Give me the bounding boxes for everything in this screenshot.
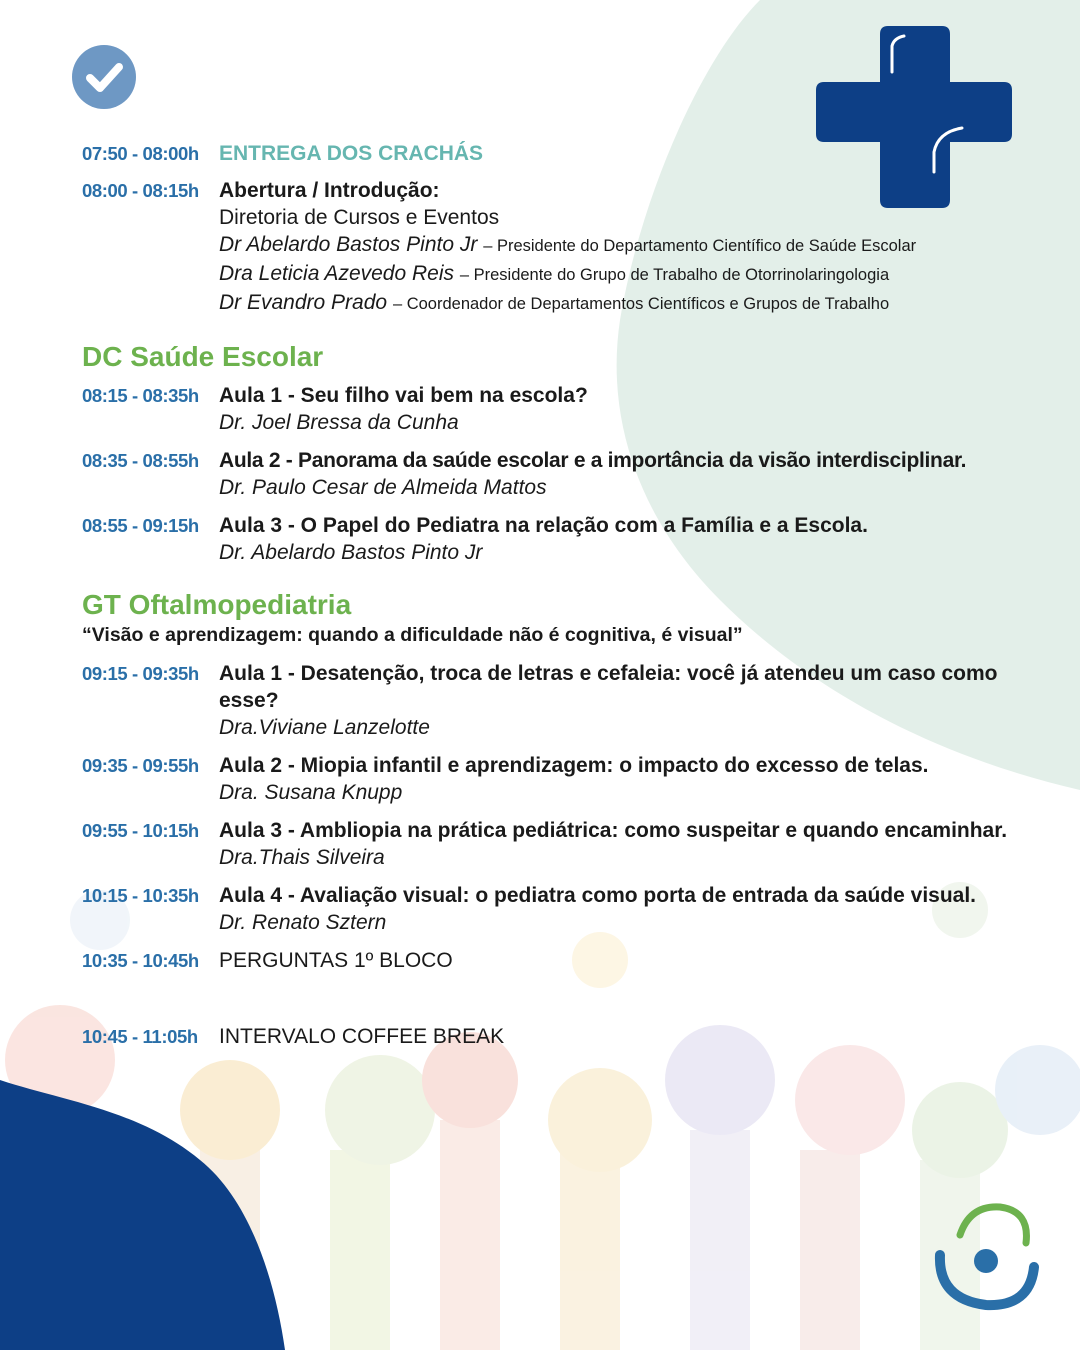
speaker-name: Dr. Abelardo Bastos Pinto Jr [219,541,483,564]
schedule-row [82,140,1042,167]
speaker-line [219,289,1042,318]
session-title: Aula 2 - Miopia infantil e aprendizagem: o impacto do excesso de telas. [219,754,929,777]
schedule-row [82,382,1042,436]
speaker-line [219,260,1042,289]
session-body [219,817,1042,871]
session-body [219,512,1042,566]
speaker-name: Dra.Viviane Lanzelotte [219,716,430,739]
speaker-role: – Presidente do Grupo de Trabalho de Otorrinolaringologia [459,266,890,284]
time-slot: 07:50 - 08:00h [82,143,199,164]
time-slot: 09:35 - 09:55h [82,755,199,776]
session-title: Aula 4 - Avaliação visual: o pediatra como porta de entrada da saúde visual. [219,884,977,907]
schedule-row [82,1023,1042,1050]
time-slot: 08:55 - 09:15h [82,515,199,536]
schedule-row [82,947,1042,974]
session-body [219,177,1042,318]
schedule [82,138,1042,1050]
speaker-role: – Coordenador de Departamentos Científicos e Grupos de Trabalho [392,295,890,313]
speaker-name: Dr. Joel Bressa da Cunha [219,411,459,434]
schedule-row [82,882,1042,936]
session-body [219,447,1042,501]
session-title: ENTREGA DOS CRACHÁS [219,142,484,165]
session-title: INTERVALO COFFEE BREAK [219,1025,505,1048]
session-title: Aula 1 - Seu filho vai bem na escola? [219,384,588,407]
session-title: Abertura / Introdução: [219,179,440,202]
speaker-role: – Presidente do Departamento Científico de Saúde Escolar [483,237,917,255]
speaker-name: Dr Evandro Prado [219,291,388,314]
section-title: GT Oftalmopediatria [82,589,352,620]
section-title: DC Saúde Escolar [82,341,324,372]
check-badge [72,45,136,109]
schedule-row [82,512,1042,566]
session-title: Aula 3 - O Papel do Pediatra na relação com a Família e a Escola. [219,514,868,537]
section-quote: “Visão e aprendizagem: quando a dificuldade não é cognitiva, é visual” [82,624,743,646]
time-slot: 08:00 - 08:15h [82,180,199,201]
schedule-row [82,752,1042,806]
session-body [219,882,1042,936]
time-slot: 10:45 - 11:05h [82,1026,198,1047]
session-body [219,660,1042,741]
organization-logo [930,1195,1042,1317]
time-slot: 10:15 - 10:35h [82,885,199,906]
session-title: PERGUNTAS 1º BLOCO [219,949,453,972]
speaker-name: Dra Leticia Azevedo Reis [219,262,454,285]
session-body [219,752,1042,806]
session-subtitle: Diretoria de Cursos e Eventos [219,206,500,229]
session-body [219,382,1042,436]
schedule-row [82,447,1042,501]
time-slot: 08:15 - 08:35h [82,385,199,406]
speaker-name: Dr. Renato Sztern [219,911,387,934]
speaker-name: Dr. Paulo Cesar de Almeida Mattos [219,476,547,499]
schedule-row [82,660,1042,741]
schedule-row [82,177,1042,318]
time-slot: 10:35 - 10:45h [82,950,199,971]
speaker-name: Dr Abelardo Bastos Pinto Jr [219,233,478,256]
time-slot: 09:15 - 09:35h [82,663,199,684]
speaker-line [219,231,1042,260]
check-icon [72,45,136,109]
session-title: Aula 2 - Panorama da saúde escolar e a importância da visão interdisciplinar. [219,449,967,472]
time-slot: 08:35 - 08:55h [82,450,199,471]
time-slot: 09:55 - 10:15h [82,820,199,841]
speaker-name: Dra. Susana Knupp [219,781,403,804]
speaker-name: Dra.Thais Silveira [219,846,385,869]
schedule-row [82,817,1042,871]
session-title: Aula 3 - Ambliopia na prática pediátrica: como suspeitar e quando encaminhar. [219,819,1008,842]
session-title: Aula 1 - Desatenção, troca de letras e cefaleia: você já atendeu um caso como esse? [219,662,998,712]
